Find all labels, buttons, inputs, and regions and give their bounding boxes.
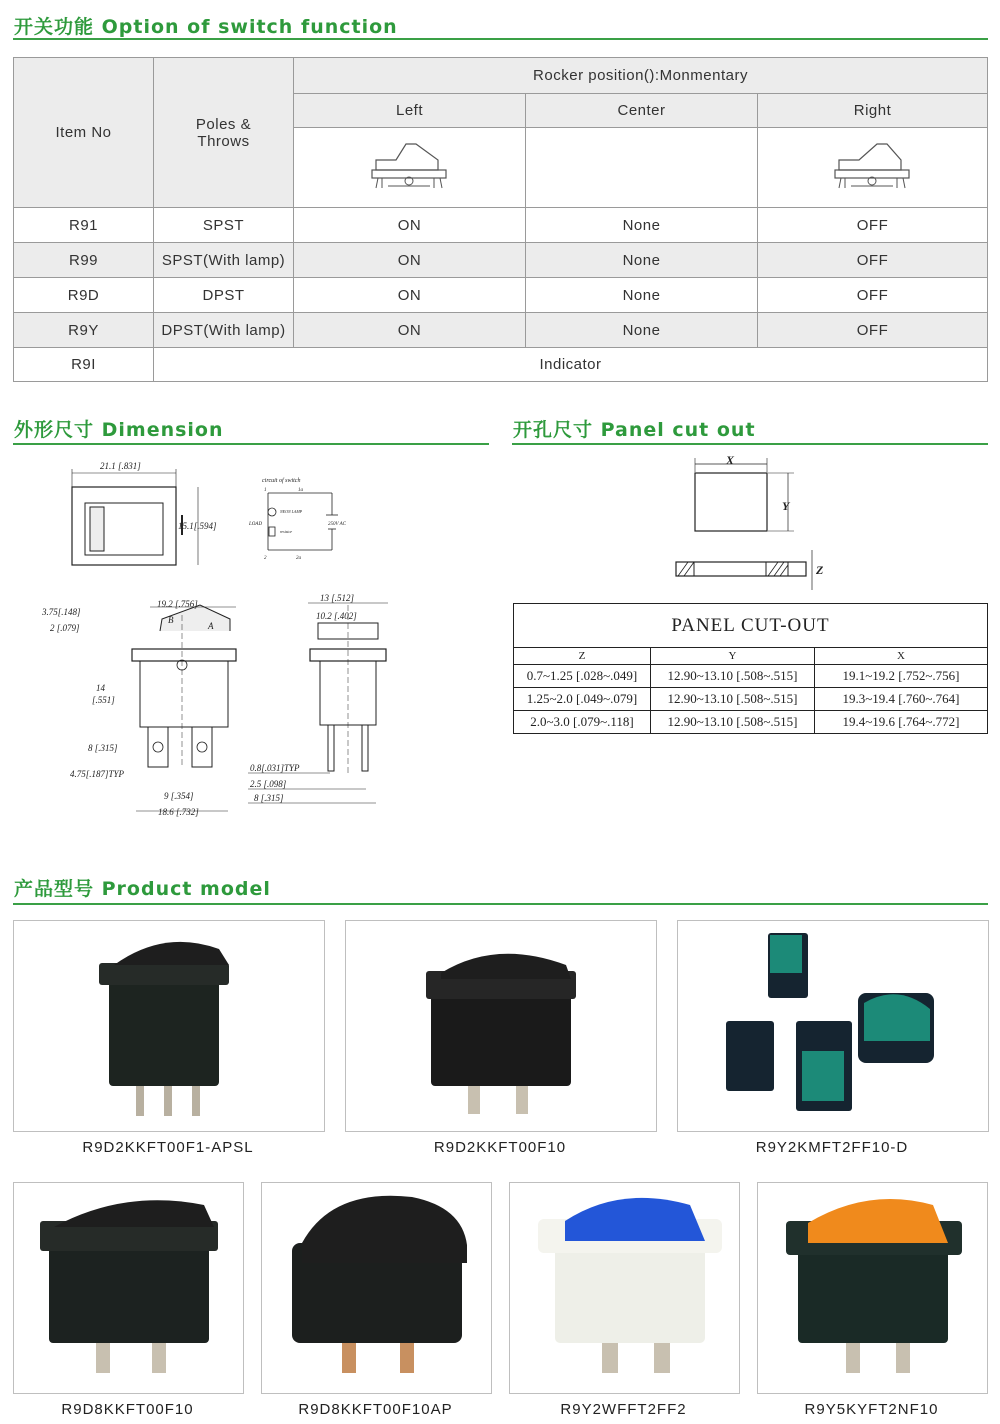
dim-label: 10.2 [.402] — [316, 611, 357, 621]
dim-label: 0.8[.031]TYP — [250, 763, 300, 773]
section-title-dimension: 外形尺寸 Dimension — [14, 419, 224, 441]
right-value: OFF — [758, 243, 988, 278]
rocker-switch-right-icon — [831, 136, 915, 196]
product-image — [13, 1182, 244, 1394]
panel-y-value: 12.90~13.10 [.508~.515] — [651, 711, 815, 734]
center-value: None — [526, 313, 758, 348]
table-row — [514, 665, 988, 688]
table-row — [14, 313, 988, 348]
panel-header-y: Y — [651, 648, 815, 665]
poles: DPST — [154, 278, 294, 313]
dim-height-label: 15.1[.594] — [178, 521, 217, 531]
left-value: ON — [294, 278, 526, 313]
circuit-label: circuit of switch — [262, 478, 301, 484]
table-row — [514, 688, 988, 711]
right-value: OFF — [758, 278, 988, 313]
item-no: R91 — [14, 208, 154, 243]
header-rocker-position: Rocker position():Monmentary — [294, 58, 988, 94]
poles: DPST(With lamp) — [154, 313, 294, 348]
panel-z-value: 2.0~3.0 [.079~.118] — [514, 711, 651, 734]
header-item-no: Item No — [14, 58, 154, 208]
item-no: R9D — [14, 278, 154, 313]
poles: SPST(With lamp) — [154, 243, 294, 278]
rocker — [54, 1200, 214, 1227]
table-row — [14, 243, 988, 278]
product-image — [677, 920, 989, 1132]
right-value: OFF — [758, 313, 988, 348]
terminal-2a: 2a — [296, 556, 301, 561]
header-right: Right — [758, 94, 988, 128]
dim-label: 8 [.315] — [88, 743, 118, 753]
panel-x-label: X — [726, 453, 735, 467]
product-caption: R9Y2KMFT2FF10-D — [755, 1139, 909, 1156]
center-value: None — [526, 208, 758, 243]
header-left: Left — [294, 94, 526, 128]
panel-cutout-table — [513, 603, 988, 734]
panel-table-title: PANEL CUT-OUT — [514, 604, 988, 648]
point-b: B — [168, 615, 174, 625]
panel-y-value: 12.90~13.10 [.508~.515] — [651, 688, 815, 711]
product-caption: R9Y5KYFT2NF10 — [804, 1401, 939, 1418]
load-label: LOAD — [249, 522, 263, 527]
panel-header-x: X — [815, 648, 988, 665]
switch-function-table — [13, 57, 988, 382]
dim-label: 19.2 [.756] — [157, 599, 198, 609]
resistor-label: resistor — [280, 529, 293, 534]
point-a: A — [208, 621, 214, 631]
center-value: None — [526, 278, 758, 313]
product-caption: R9D2KKFT00F1-APSL — [82, 1139, 254, 1156]
rocker — [441, 954, 571, 979]
section-divider — [512, 443, 988, 445]
dim-label: 2 [.079] — [50, 623, 80, 633]
rocker-switch-photo — [678, 921, 988, 1131]
dim-label: 4.75[.187]TYP — [70, 769, 125, 779]
product-image — [345, 920, 657, 1132]
product-image — [261, 1182, 492, 1394]
header-poles-throws: Poles & Throws — [154, 58, 294, 208]
dim-label: 18.6 [.732] — [158, 807, 199, 817]
panel-z-value: 1.25~2.0 [.049~.079] — [514, 688, 651, 711]
product-image — [13, 920, 325, 1132]
rocker-switch-photo — [346, 921, 656, 1131]
panel-cut-drawing — [660, 450, 840, 598]
rocker — [114, 942, 229, 965]
terminal-1a: 1a — [298, 488, 303, 493]
header-center: Center — [526, 94, 758, 128]
terminal-1: 1 — [264, 488, 267, 493]
indicator-value: Indicator — [154, 348, 988, 382]
section-divider — [13, 38, 988, 40]
section-title-switch-function: 开关功能 Option of switch function — [14, 16, 398, 38]
dim-label: 3.75[.148] — [42, 607, 81, 617]
product-caption: R9D2KKFT00F10 — [433, 1139, 567, 1156]
panel-x-value: 19.4~19.6 [.764~.772] — [815, 711, 988, 734]
item-no: R99 — [14, 243, 154, 278]
dim-label: [.551] — [92, 695, 115, 705]
table-row — [14, 278, 988, 313]
item-no: R9Y — [14, 313, 154, 348]
dim-label: 2.5 [.098] — [250, 779, 287, 789]
dim-label: 14 — [96, 683, 105, 693]
rocker-switch-photo — [14, 1183, 243, 1393]
dimension-drawing — [30, 455, 390, 830]
rocker-center-diagram — [526, 128, 758, 208]
terminal-2: 2 — [264, 556, 267, 561]
item-no: R9I — [14, 348, 154, 382]
panel-header-z: Z — [514, 648, 651, 665]
panel-y-label: Y — [782, 499, 790, 513]
dim-label: 13 [.512] — [320, 593, 355, 603]
panel-z-value: 0.7~1.25 [.028~.049] — [514, 665, 651, 688]
voltage-label: 250V AC — [328, 522, 347, 527]
neon-label: NEON LAMP — [280, 509, 303, 514]
right-value: OFF — [758, 208, 988, 243]
dim-label: 8 [.315] — [254, 793, 284, 803]
center-value: None — [526, 243, 758, 278]
poles: SPST — [154, 208, 294, 243]
section-divider — [13, 443, 489, 445]
product-caption: R9D8KKFT00F10 — [61, 1401, 194, 1418]
rocker-switch-left-icon — [368, 136, 452, 196]
panel-x-value: 19.3~19.4 [.760~.764] — [815, 688, 988, 711]
product-caption: R9Y2WFFT2FF2 — [560, 1401, 687, 1418]
rocker-switch-photo — [262, 1183, 491, 1393]
left-value: ON — [294, 313, 526, 348]
table-row — [14, 208, 988, 243]
product-image — [509, 1182, 740, 1394]
rocker — [565, 1198, 705, 1241]
dim-label: 9 [.354] — [164, 791, 194, 801]
product-image — [757, 1182, 988, 1394]
left-value: ON — [294, 208, 526, 243]
table-row — [514, 711, 988, 734]
panel-z-label: Z — [816, 563, 824, 577]
rocker — [302, 1196, 467, 1263]
dim-width-label: 21.1 [.831] — [100, 461, 141, 471]
panel-x-value: 19.1~19.2 [.752~.756] — [815, 665, 988, 688]
rocker-left-diagram — [294, 128, 526, 208]
panel-y-value: 12.90~13.10 [.508~.515] — [651, 665, 815, 688]
rocker-switch-photo — [758, 1183, 987, 1393]
section-divider — [13, 903, 988, 905]
section-title-panel-cut: 开孔尺寸 Panel cut out — [513, 419, 756, 441]
product-caption: R9D8KKFT00F10AP — [298, 1401, 453, 1418]
left-value: ON — [294, 243, 526, 278]
rocker-right-diagram — [758, 128, 988, 208]
rocker-switch-photo — [14, 921, 324, 1131]
rocker — [808, 1199, 948, 1243]
rocker-switch-photo — [510, 1183, 739, 1393]
table-row — [14, 348, 988, 382]
section-title-product-model: 产品型号 Product model — [14, 878, 271, 900]
